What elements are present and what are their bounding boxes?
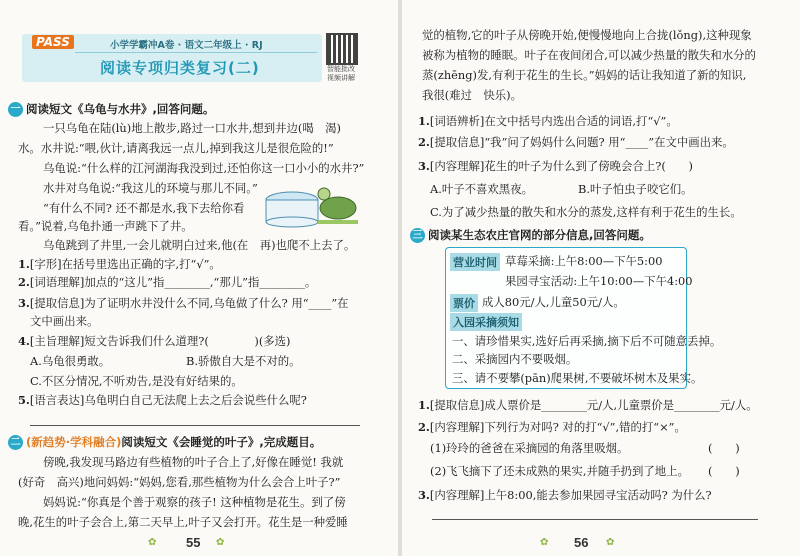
q-number: 1. bbox=[18, 257, 30, 271]
rule-item: 二、采摘园内不要吸烟。 bbox=[452, 352, 578, 366]
passage-line: 乌龟跳到了井里,一会儿就明白过来,他(在 再)也爬不上去了。 bbox=[43, 238, 356, 252]
question-2 bbox=[418, 135, 734, 150]
q-number: 4. bbox=[18, 334, 30, 348]
question-text: [提取信息]为了证明水井没什么不同,乌龟做了什么? 用“____”在 bbox=[29, 296, 349, 310]
passage-line: 觉的植物,它的叶子从傍晚开始,便慢慢地向上合拢(lǒng),这种现象 bbox=[422, 28, 752, 42]
option-a: A.叶子不喜欢黑夜。 bbox=[430, 182, 533, 196]
option-c: C.为了减少热量的散失和水分的蒸发,这样有利于花生的生长。 bbox=[430, 205, 742, 219]
well-bottom bbox=[266, 217, 318, 227]
turtle-head bbox=[318, 188, 330, 200]
section-1-number: 一 bbox=[8, 102, 23, 117]
series-title: 小学学霸冲A卷 · 语文二年级上 · RJ bbox=[110, 40, 263, 51]
section-3-number: 三 bbox=[410, 228, 425, 243]
question-text: [内容理解]花生的叶子为什么到了傍晚会合上?( ) bbox=[429, 159, 693, 173]
section-2-number: 二 bbox=[8, 435, 23, 450]
leaf-icon: ✿ bbox=[148, 537, 157, 548]
answer-line bbox=[432, 519, 758, 520]
question-text: [主旨理解]短文告诉我们什么道理?( )(多选) bbox=[29, 334, 291, 348]
option-a: A.乌龟很勇敢。 bbox=[30, 354, 111, 368]
q-number: 2. bbox=[418, 135, 430, 149]
page-number: 55 bbox=[186, 535, 201, 550]
passage-line: 乌龟说:“什么样的江河湖海我没到过,还怕你这一口小小的水井?” bbox=[43, 161, 365, 175]
q-number: 3. bbox=[18, 296, 30, 310]
leaf-icon: ✿ bbox=[216, 537, 225, 548]
question-3 bbox=[418, 488, 712, 503]
price-label: 票价 bbox=[450, 294, 478, 312]
passage-line: 傍晚,我发现马路边有些植物的叶子合上了,好像在睡觉! 我就 bbox=[43, 455, 344, 469]
section-1-title: 阅读短文《乌龟与水井》,回答问题。 bbox=[26, 102, 215, 116]
passage-line: 蒸(zhēng)发,有利于花生的生长。”妈妈的话让我知道了新的知识, bbox=[422, 68, 747, 82]
answer-paren: ( ) bbox=[708, 464, 740, 478]
question-text: [提取信息]“我”问了妈妈什么问题? 用“____”在文中画出来。 bbox=[429, 135, 734, 149]
right-page bbox=[402, 0, 800, 556]
q-number: 5. bbox=[18, 393, 30, 407]
q-number: 3. bbox=[418, 488, 430, 502]
question-2 bbox=[18, 275, 316, 290]
rules-label: 入园采摘须知 bbox=[450, 313, 522, 331]
header-rule bbox=[75, 52, 317, 53]
question-1 bbox=[418, 398, 758, 413]
page-number: 56 bbox=[574, 535, 589, 550]
option-c: C.不区分情况,不听劝告,是没有好结果的。 bbox=[30, 374, 243, 388]
passage-line: 晚,花生的叶子会合上,第二天早上,叶子又会打开。花生是一种爱睡 bbox=[18, 515, 348, 529]
qr-code bbox=[326, 33, 358, 65]
q-number: 1. bbox=[418, 398, 430, 412]
pass-logo: PASS bbox=[32, 35, 74, 49]
question-text: [内容理解]上午8:00,能去参加果园寻宝活动吗? 为什么? bbox=[429, 488, 712, 502]
hours-label: 营业时间 bbox=[450, 253, 500, 271]
question-5 bbox=[18, 393, 307, 408]
question-text: [语言表达]乌龟明白自己无法爬上去之后会说些什么呢? bbox=[29, 393, 307, 407]
passage-line: 水井对乌龟说:“我这儿的环境与那儿不同。” bbox=[43, 181, 258, 195]
question-text: [词语理解]加点的“这儿”指________,“那儿”指________。 bbox=[29, 275, 317, 289]
section-2-badge: (新趋势·学科融合) bbox=[26, 435, 122, 449]
section-2-title: 阅读短文《会睡觉的叶子》,完成题目。 bbox=[121, 435, 322, 449]
option-b: B.骄傲自大是不对的。 bbox=[186, 354, 301, 368]
question-text: [词语辨析]在文中括号内选出合适的词语,打“√”。 bbox=[429, 114, 678, 128]
price-text: 成人80元/人,儿童50元/人。 bbox=[482, 295, 625, 309]
hours-strawberry: 草莓采摘:上午8:00—下午5:00 bbox=[505, 254, 663, 268]
hours-treasure: 果园寻宝活动:上午10:00—下午4:00 bbox=[505, 274, 693, 288]
question-text: [内容理解]下列行为对吗? 对的打“√”,错的打“×”。 bbox=[429, 420, 686, 434]
q-number: 2. bbox=[418, 420, 430, 434]
section-2-heading bbox=[8, 434, 321, 450]
question-3-cont: 文中画出来。 bbox=[30, 314, 99, 328]
question-3 bbox=[18, 296, 349, 311]
answer-paren: ( ) bbox=[708, 441, 740, 455]
section-1-heading bbox=[8, 101, 214, 117]
leaf-icon: ✿ bbox=[540, 537, 549, 548]
option-b: B.叶子怕虫子咬它们。 bbox=[578, 182, 693, 196]
q-number: 3. bbox=[418, 159, 430, 173]
question-text: [字形]在括号里选出正确的字,打“√”。 bbox=[29, 257, 221, 271]
question-1 bbox=[418, 114, 678, 129]
q-number: 2. bbox=[18, 275, 30, 289]
passage-line: 一只乌龟在陆(lù)地上散步,路过一口水井,想到井边(喝 渴) bbox=[43, 121, 341, 135]
page-title: 阅读专项归类复习(二) bbox=[100, 59, 260, 77]
grass bbox=[318, 220, 358, 224]
answer-line bbox=[30, 425, 360, 426]
passage-line: 被称为植物的睡眠。叶子在夜间闭合,可以减少热量的散失和水分的 bbox=[422, 48, 756, 62]
passage-line: 水。水井说:“喂,伙计,请离我远一点儿,掉到我这儿是很危险的!” bbox=[18, 141, 334, 155]
question-text: [提取信息]成人票价是________元/人,儿童票价是________元/人。 bbox=[429, 398, 758, 412]
passage-line: (好奇 高兴)地问妈妈:“妈妈,您看,那些植物为什么会合上叶子?” bbox=[18, 475, 341, 489]
qr-caption-2: 视频讲解 bbox=[327, 74, 355, 82]
passage-line: 我很(难过 快乐)。 bbox=[422, 88, 523, 102]
section-3-title: 阅读某生态农庄官网的部分信息,回答问题。 bbox=[428, 228, 651, 242]
sub-question-1: (1)玲玲的爸爸在采摘园的角落里吸烟。 bbox=[430, 441, 629, 455]
left-page bbox=[0, 0, 398, 556]
sub-question-2: (2)飞飞摘下了还未成熟的果实,并随手扔到了地上。 bbox=[430, 464, 689, 478]
rule-item: 三、请不要攀(pān)爬果树,不要破坏树木及果实。 bbox=[452, 371, 703, 385]
qr-caption-1: 智能批改 bbox=[327, 65, 355, 73]
question-4 bbox=[18, 334, 291, 349]
turtle-well-illustration bbox=[262, 180, 362, 228]
passage-line: 看。”说着,乌龟扑通一声跳下了井。 bbox=[18, 219, 193, 233]
rule-item: 一、请珍惜果实,选好后再采摘,摘下后不可随意丢掉。 bbox=[452, 334, 722, 348]
question-3 bbox=[418, 159, 693, 174]
question-1 bbox=[18, 257, 221, 272]
passage-line: “有什么不同? 还不都是水,我下去给你看 bbox=[43, 201, 245, 215]
q-number: 1. bbox=[418, 114, 430, 128]
section-3-heading bbox=[410, 227, 651, 243]
leaf-icon: ✿ bbox=[606, 537, 615, 548]
question-2 bbox=[418, 420, 686, 435]
passage-line: 妈妈说:“你真是个善于观察的孩子! 这种植物是花生。到了傍 bbox=[43, 495, 346, 509]
